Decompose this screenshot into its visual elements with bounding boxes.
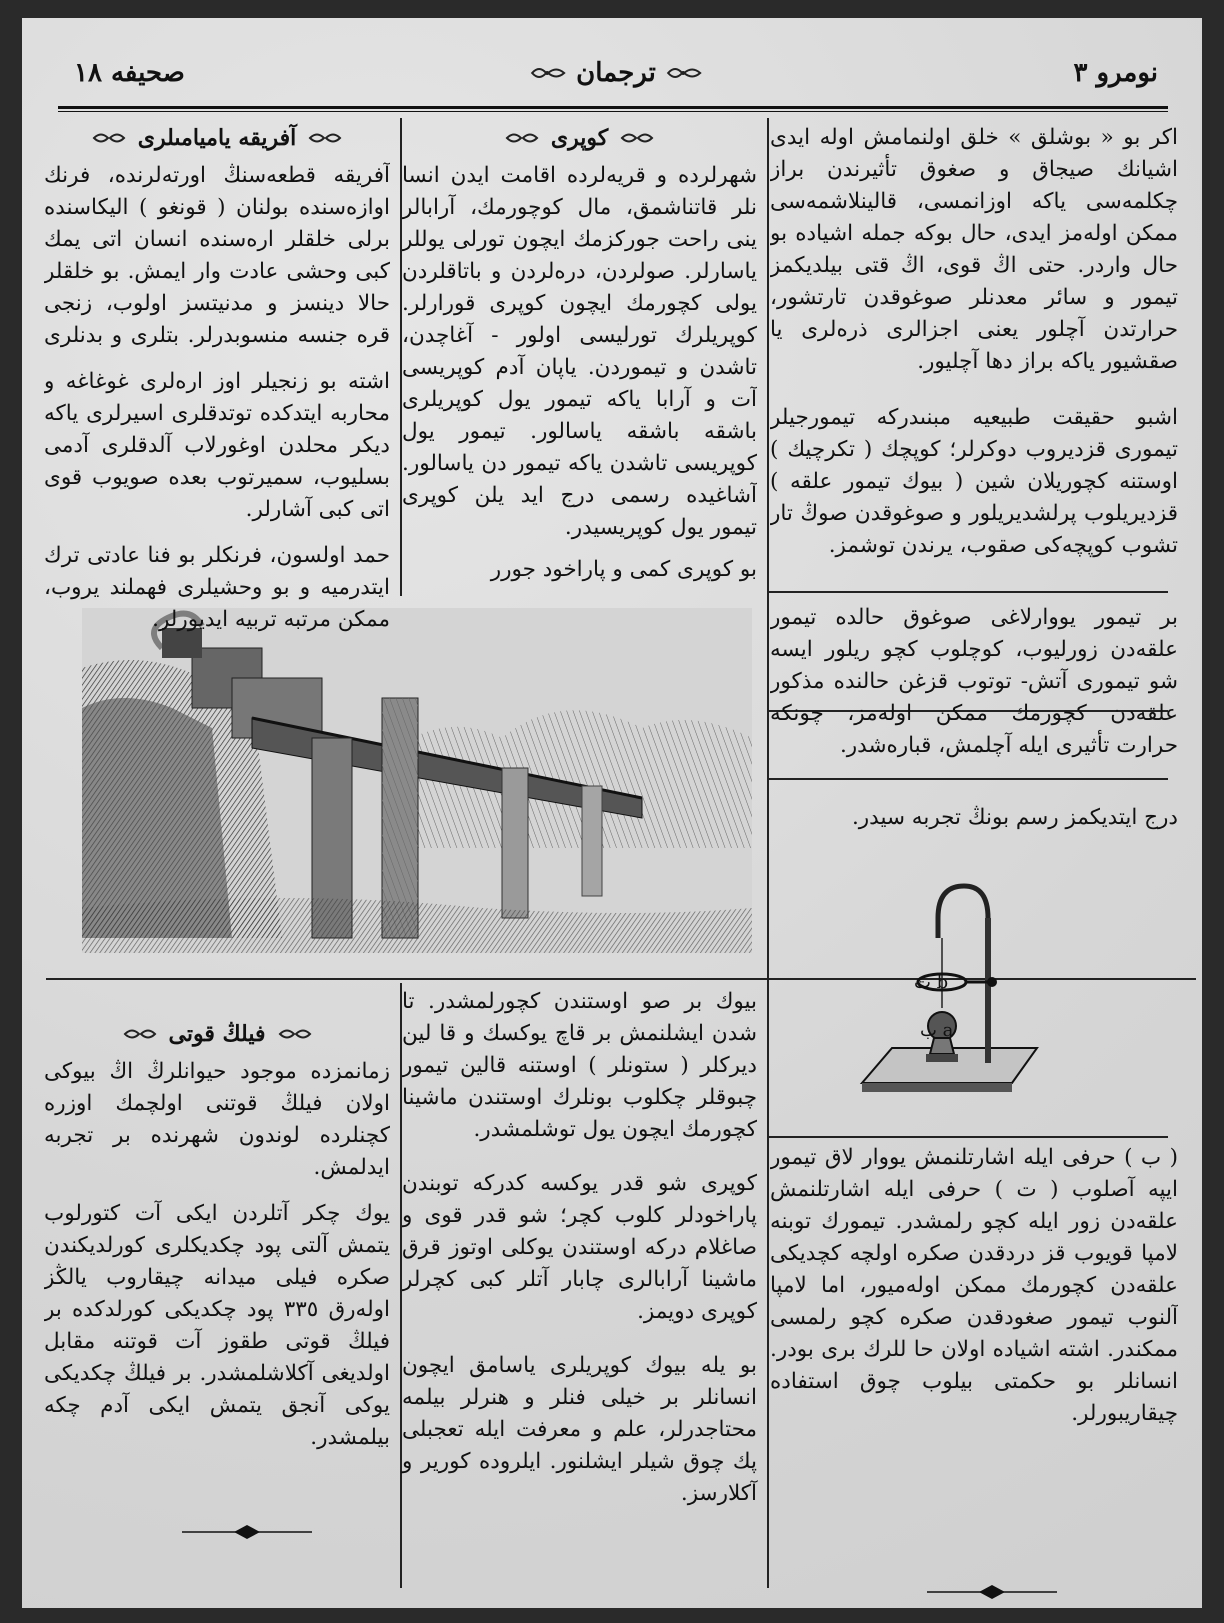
paragraph: يوك چكر آتلردن ايكى آت كتورلوب يتمش آلتى پود چكديكلرى كورلديكندن صكره فيلى ميدانه چيقاروب يالڭز اولەرق ٣٣٥ پود چكديكى كورلدكده بر فيلڭ قوتى طقوز آت قوتنه مقابل اولديغى آكلاشلمشدر. بر فيلڭ چكديكى يوكى آنجق يتمش ايكى آدم چكه بيلمشدر. [44, 1201, 390, 1450]
paragraph: ( ب ) حرفى ايله اشارتلنمش يووار لاق تيمور ايپه آصلوب ( ت ) حرفى ايله اشارتلنمش علقه‌دن زور ايله كچو رلمشدر. تيمورك توبنه لامپا قويوب قز دردقدن صكره اولچه كچديكى علقه‌دن كچورمك ممكن اوله‌ميور، اما لامپا آلنوب تيمور صغودقدن صكره كچو رلمسى ممكندر. اشته اشياده اولان حا للرك برى بودر. انسانلر بو حكمتى بيلوب چوق استفاده چيقاريبورلر. [770, 1145, 1178, 1426]
paragraph: اشته بو زنجيلر اوز اره‌لرى غوغاغه و محاربه ايتدكده توتدقلرى اسيرلرى ياكه ديكر محلدن اوغورلاب آلدقلرى آدمى بسليوب، سميرتوب بعده صويوب قوى اتى كبى آشارلر. [44, 369, 390, 522]
end-ornament-icon [182, 1524, 312, 1540]
article-title-elephant [44, 1018, 390, 1050]
paragraph: زمانمزده موجود حيوانلرڭ اڭ بيوكى اولان فيلڭ قوتنى اولچمك اوزره كچنلرده لوندون شهرنده بر تجربه ايدلمش. [44, 1059, 390, 1180]
title-text: فيلڭ قوتى [168, 1021, 266, 1047]
label-a: a ب [920, 1020, 954, 1041]
bridge-illustration [82, 608, 752, 953]
ornament-icon [505, 130, 539, 146]
ornament-icon [666, 64, 702, 82]
paragraph: اكر بو « بوشلق » خلق اولنمامش اوله ايدى اشيانك صيجاق و صغوق تأثيرندن براز چكلمه‌سى ياكه اوزانمسى، قالينلاشمه‌سى ممكن اوله‌مز ايدى، حال بوكه جمله اشياده بو حال واردر. حتى اڭ قوى، اڭ قتى بيلديكمز تيمور و سائر معدنلر صوغوقدن تارتشور، حرارتدن آچلور يعنى اجزالرى ذره‌لرى يا صقشيور ياكه براز دها آچليور. [770, 125, 1178, 374]
header-rule [58, 106, 1168, 112]
ornament-icon [92, 130, 126, 146]
column-left-bottom [44, 1018, 390, 1468]
paragraph: كوپرى شو قدر يوكسه كدركه توبندن پاراخودلر كلوب كچر؛ شو قدر قوى و صاغلام دركه اوستندن يوكلى اوتوز قرق ماشينا آرابالرى چابار آتلر كبى كچرلر كوپرى دويمز. [402, 1171, 757, 1324]
ornament-icon [620, 130, 654, 146]
label-b: b ت [914, 972, 949, 993]
paragraph: بو كوپرى كمى و پاراخود جورر [490, 557, 757, 582]
newspaper-page [22, 18, 1202, 1608]
column-middle [402, 122, 757, 596]
article-title-africa [44, 122, 390, 154]
issue-number: نومرو ٣ [1073, 58, 1158, 88]
column-middle-bottom [402, 986, 757, 1520]
end-ornament-icon [927, 1584, 1057, 1600]
column-right [770, 122, 1178, 872]
column-left [44, 122, 390, 646]
paragraph: درج ايتديكمز رسم بونڭ تجربه سيدر. [851, 805, 1178, 830]
title-text: آفريقه ياميامىلرى [137, 125, 297, 151]
article-title-bridge [402, 122, 757, 154]
paragraph: بو يله بيوك كوپريلرى ياسامق ايچون انسانلر بر خيلى فنلر و هنرلر بيلمه محتاجدرلر، علم و معرفت ايله تعجبلى پك چوق شيلر ايشلنور. ايلروده كورير و آكلارسز. [402, 1353, 757, 1506]
paragraph: شهرلرده و قريه‌لرده اقامت ايدن انسا نلر قاتناشمق، مال كوچورمك، آرابالر ينى راحت جوركزمك ايچون تورلى يوللر ياسارلر. صولردن، دره‌لردن و باتاقلردن يولى كچورمك ايچون كوپرى قورارلر. كوپريلرك تورليسى اولور - آغاچدن، تاشدن و تيموردن. ياپان آدم كوپريسى آت و آرابا ياكه تيمور يول كوپريلرى باشقه باشقه ياسالور. تيمور يول كوپريسى تاشدن ياكه تيمور دن ياسالور. آشاغيده رسمى درج ايد يلن كوپرى تيمور يول كوپريسيدر. [402, 163, 757, 540]
section-rule [767, 1136, 1168, 1138]
page-number: صحيفه ١٨ [74, 58, 185, 88]
title-text: كوپرى [550, 125, 609, 151]
paragraph: بر تيمور يووارلاغى صوغوق حالده تيمور علقه‌دن زورليوب، كوچلوب كچو ريلور ايسه شو تيمورى آتش- توتوب قزغن حالنده مذكور علقه‌دن كچورمك ممكن اوله‌مز، چونكه حرارت تأثيرى ايله آچلمش، قباره‌شدر. [770, 605, 1178, 758]
column-divider [767, 118, 769, 1588]
paragraph: آفريقه قطعه‌سنڭ اورته‌لرنده، فرنك اوازه‌سنده بولنان ( قونغو ) اليكاسنده برلى خلقلر اره‌سنده انسان اتى يمك كبى وحشى عادت وار ايمش. بو خلقلر حالا دينسز و مدنيتسز اولوب، زنجى قره جنسه منسوبدرلر. بتلرى و بدنلرى [44, 163, 390, 348]
column-right-bottom [770, 1142, 1178, 1572]
paragraph: اشبو حقيقت طبيعيه مبنىدركه تيمورجيلر تيمورى قزديروب دوكرلر؛ كوپچك ( تكرچيك ) اوستنه كچوريلان شين ( بيوك تيمور علقه ) قزديريلوب پرلشديريلور و صوغوقدن صوڭ تار تشوب كوپچه‌كى صقوب، يرندن توشمز. [770, 405, 1178, 558]
ornament-icon [530, 64, 566, 82]
paragraph: حمد اولسون، فرنكلر بو فنا عادتى ترك ايتدرميه و بو وحشيلرى فهملند يروب، ممكن مرتبه تربيه ايديورلر. [44, 543, 390, 632]
ornament-icon [278, 1026, 312, 1042]
page-header [66, 58, 1166, 94]
experiment-illustration [842, 878, 1052, 1108]
paragraph: بيوك بر صو اوستندن كچورلمشدر. تا شدن ايشلنمش بر قاچ يوكسك و قا لين ديركلر ( ستونلر ) اوستنه قالين تيمور چبوقلر چكلوب بونلرك اوستندن ماشينا كچورمك ايچون يول توشلمشدر. [402, 989, 757, 1142]
masthead [530, 58, 702, 88]
ornament-icon [308, 130, 342, 146]
newspaper-title: ترجمان [576, 58, 656, 88]
ornament-icon [123, 1026, 157, 1042]
